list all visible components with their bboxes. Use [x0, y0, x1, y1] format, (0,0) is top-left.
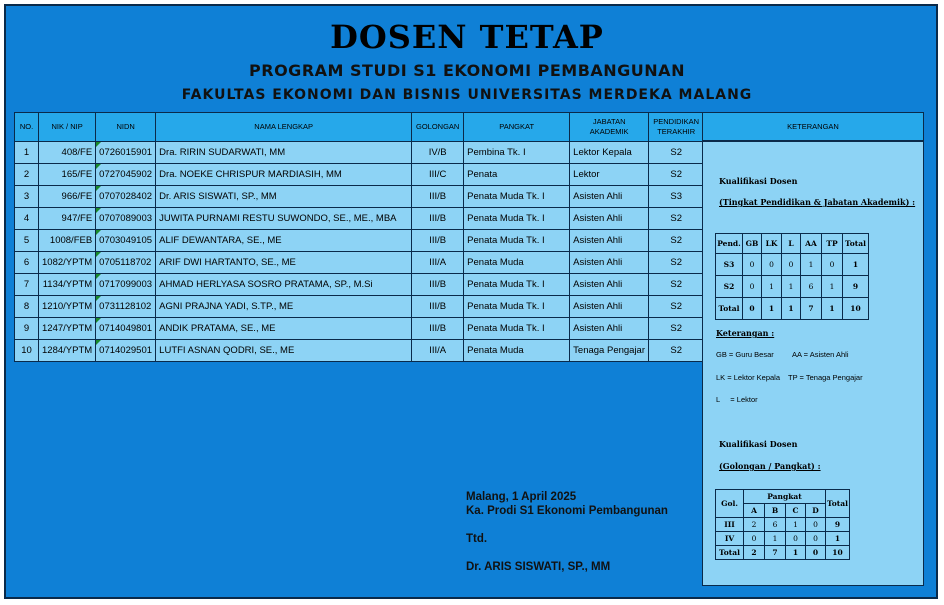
col-header-golongan: GOLONGAN: [412, 113, 464, 142]
program-subtitle: PROGRAM STUDI S1 EKONOMI PEMBANGUNAN: [249, 61, 685, 80]
education-position-table: [715, 233, 869, 320]
table-row: [15, 164, 704, 186]
cell-pangkat: Penata Muda Tk. I: [464, 318, 570, 340]
cell-golongan: III/B: [412, 230, 464, 252]
legend-aa: AA = Asisten Ahli: [792, 350, 849, 359]
cell-pangkat: Penata: [464, 164, 570, 186]
table-header-row: [15, 113, 704, 142]
cell-nama: AHMAD HERLYASA SOSRO PRATAMA, SP., M.Si: [156, 274, 412, 296]
cell-marker: [96, 340, 101, 345]
cell-jabatan: Asisten Ahli: [570, 186, 649, 208]
k2-title: Kualifikasi Dosen: [719, 439, 798, 449]
k1-cell: 1: [822, 298, 843, 320]
cell-jabatan: Asisten Ahli: [570, 274, 649, 296]
legend-tp: TP = Tenaga Pengajar: [788, 373, 863, 382]
cell-golongan: III/C: [412, 164, 464, 186]
k2-h-total: Total: [826, 490, 850, 518]
cell-pangkat: Penata Muda Tk. I: [464, 208, 570, 230]
cell-nidn: 0707089003: [96, 208, 156, 230]
cell-golongan: III/B: [412, 274, 464, 296]
cell-pendidikan: S2: [649, 252, 704, 274]
k2-cell: 1: [826, 532, 850, 546]
k1-h-lk: LK: [762, 234, 782, 254]
cell-pendidikan: S2: [649, 208, 704, 230]
rank-table: [715, 489, 850, 560]
cell-no: 3: [15, 186, 39, 208]
cell-golongan: III/A: [412, 252, 464, 274]
cell-no: 4: [15, 208, 39, 230]
cell-nidn: 0726015901: [96, 142, 156, 164]
k1-h-l: L: [782, 234, 801, 254]
k2-cell: 0: [806, 546, 826, 560]
k2-cell: IV: [716, 532, 744, 546]
table-row: [15, 274, 704, 296]
legend-title: Keterangan :: [716, 328, 775, 338]
k1-row: [716, 276, 869, 298]
k2-row: [716, 518, 850, 532]
k2-cell: 0: [786, 532, 806, 546]
k1-h-aa: AA: [801, 234, 822, 254]
k1-cell: S2: [716, 276, 743, 298]
table-row: [15, 296, 704, 318]
k2-cell: 6: [765, 518, 786, 532]
empty-area: [14, 364, 702, 586]
k1-cell: 0: [743, 276, 762, 298]
k1-cell: 1: [801, 254, 822, 276]
k1-cell: 9: [843, 276, 869, 298]
table-row: [15, 142, 704, 164]
cell-pendidikan: S2: [649, 142, 704, 164]
cell-nidn: 0714029501: [96, 340, 156, 362]
k2-cell: III: [716, 518, 744, 532]
cell-marker: [96, 186, 101, 191]
k2-subtitle: (Golongan / Pangkat) :: [719, 461, 821, 471]
signature-role: Ka. Prodi S1 Ekonomi Pembangunan: [466, 505, 668, 517]
k1-total-row: [716, 298, 869, 320]
k1-cell: Total: [716, 298, 743, 320]
legend-l: L = Lektor: [716, 395, 758, 404]
cell-marker: [96, 230, 101, 235]
col-header-pangkat: PANGKAT: [464, 113, 570, 142]
k1-h-gb: GB: [743, 234, 762, 254]
k1-h-tp: TP: [822, 234, 843, 254]
cell-pendidikan: S2: [649, 230, 704, 252]
k2-row: [716, 532, 850, 546]
cell-nidn: 0731128102: [96, 296, 156, 318]
cell-no: 9: [15, 318, 39, 340]
cell-marker: [96, 274, 101, 279]
cell-nik: 1210/YPTM: [39, 296, 96, 318]
cell-no: 7: [15, 274, 39, 296]
cell-golongan: III/A: [412, 340, 464, 362]
k2-cell: 2: [744, 518, 765, 532]
k1-cell: 0: [762, 254, 782, 276]
k2-h-pangkat: Pangkat: [744, 490, 826, 504]
cell-jabatan: Tenaga Pengajar: [570, 340, 649, 362]
k1-title: Kualifikasi Dosen: [719, 176, 798, 186]
cell-marker: [96, 252, 101, 257]
col-header-nama: NAMA LENGKAP: [156, 113, 412, 142]
k1-header-row: [716, 234, 869, 254]
faculty-subtitle: FAKULTAS EKONOMI DAN BISNIS UNIVERSITAS MERDEKA MALANG: [181, 87, 753, 103]
cell-no: 2: [15, 164, 39, 186]
k2-h-d: D: [806, 504, 826, 518]
cell-nik: 966/FE: [39, 186, 96, 208]
k1-cell: 1: [843, 254, 869, 276]
cell-nama: Dra. NOEKE CHRISPUR MARDIASIH, MM: [156, 164, 412, 186]
k1-cell: S3: [716, 254, 743, 276]
cell-pangkat: Pembina Tk. I: [464, 142, 570, 164]
cell-jabatan: Asisten Ahli: [570, 296, 649, 318]
cell-pangkat: Penata Muda: [464, 340, 570, 362]
cell-no: 5: [15, 230, 39, 252]
cell-nik: 1134/YPTM: [39, 274, 96, 296]
cell-no: 8: [15, 296, 39, 318]
k1-h-pend: Pend.: [716, 234, 743, 254]
cell-nama: ANDIK PRATAMA, SE., ME: [156, 318, 412, 340]
k2-cell: 0: [744, 532, 765, 546]
cell-pangkat: Penata Muda Tk. I: [464, 296, 570, 318]
cell-nik: 165/FE: [39, 164, 96, 186]
cell-golongan: IV/B: [412, 142, 464, 164]
k2-cell: 9: [826, 518, 850, 532]
lecturer-table: [14, 112, 704, 362]
table-row: [15, 340, 704, 362]
cell-nik: 1008/FEB: [39, 230, 96, 252]
col-header-nik: NIK / NIP: [39, 113, 96, 142]
legend-lk: LK = Lektor Kepala: [716, 373, 781, 382]
k2-cell: 0: [806, 518, 826, 532]
cell-jabatan: Lektor: [570, 164, 649, 186]
k2-cell: 10: [826, 546, 850, 560]
cell-golongan: III/B: [412, 296, 464, 318]
cell-jabatan: Lektor Kepala: [570, 142, 649, 164]
k2-cell: 2: [744, 546, 765, 560]
k1-subtitle: (Tingkat Pendidikan & Jabatan Akademik) :: [719, 197, 916, 207]
cell-pendidikan: S2: [649, 274, 704, 296]
keterangan-panel: [702, 141, 924, 586]
k1-cell: 7: [801, 298, 822, 320]
k2-h-b: B: [765, 504, 786, 518]
k1-cell: 6: [801, 276, 822, 298]
cell-no: 1: [15, 142, 39, 164]
k1-cell: 0: [822, 254, 843, 276]
cell-jabatan: Asisten Ahli: [570, 230, 649, 252]
k2-h-a: A: [744, 504, 765, 518]
table-row: [15, 230, 704, 252]
cell-nidn: 0717099003: [96, 274, 156, 296]
table-row: [15, 252, 704, 274]
cell-nidn: 0714049801: [96, 318, 156, 340]
page-title: DOSEN TETAP: [330, 18, 604, 56]
k2-h-c: C: [786, 504, 806, 518]
cell-nama: AGNI PRAJNA YADI, S.TP., ME: [156, 296, 412, 318]
cell-marker: [96, 296, 101, 301]
k2-h-gol: Gol.: [716, 490, 744, 518]
cell-golongan: III/B: [412, 208, 464, 230]
cell-pendidikan: S2: [649, 164, 704, 186]
cell-nama: JUWITA PURNAMI RESTU SUWONDO, SE., ME., MBA: [156, 208, 412, 230]
k1-cell: 0: [743, 254, 762, 276]
k2-cell: 1: [765, 532, 786, 546]
col-header-pendidikan: PENDIDIKAN TERAKHIR: [649, 113, 704, 142]
k2-total-row: [716, 546, 850, 560]
cell-pendidikan: S2: [649, 340, 704, 362]
cell-nidn: 0705118702: [96, 252, 156, 274]
k1-cell: 1: [762, 276, 782, 298]
k2-cell: Total: [716, 546, 744, 560]
cell-marker: [96, 142, 101, 147]
k2-cell: 0: [806, 532, 826, 546]
keterangan-header: KETERANGAN: [702, 112, 924, 141]
cell-pangkat: Penata Muda Tk. I: [464, 230, 570, 252]
cell-nidn: 0703049105: [96, 230, 156, 252]
table-row: [15, 208, 704, 230]
cell-pangkat: Penata Muda Tk. I: [464, 186, 570, 208]
cell-nama: ARIF DWI HARTANTO, SE., ME: [156, 252, 412, 274]
cell-golongan: III/B: [412, 186, 464, 208]
k1-cell: 0: [782, 254, 801, 276]
cell-pendidikan: S2: [649, 296, 704, 318]
signature-ttd: Ttd.: [466, 533, 488, 545]
legend-gb: GB = Guru Besar: [716, 350, 774, 359]
cell-nik: 408/FE: [39, 142, 96, 164]
k2-header-row: [716, 490, 850, 504]
cell-nama: Dr. ARIS SISWATI, SP., MM: [156, 186, 412, 208]
cell-marker: [96, 318, 101, 323]
signature-name: Dr. ARIS SISWATI, SP., MM: [466, 561, 611, 573]
cell-marker: [96, 164, 101, 169]
k1-cell: 1: [822, 276, 843, 298]
cell-nik: 1082/YPTM: [39, 252, 96, 274]
cell-nama: LUTFI ASNAN QODRI, SE., ME: [156, 340, 412, 362]
cell-nidn: 0727045902: [96, 164, 156, 186]
table-row: [15, 318, 704, 340]
k1-h-total: Total: [843, 234, 869, 254]
signature-place-date: Malang, 1 April 2025: [466, 491, 577, 503]
cell-nik: 947/FE: [39, 208, 96, 230]
cell-nama: Dra. RIRIN SUDARWATI, MM: [156, 142, 412, 164]
cell-jabatan: Asisten Ahli: [570, 318, 649, 340]
col-header-jabatan: JABATAN AKADEMIK: [570, 113, 649, 142]
k2-cell: 7: [765, 546, 786, 560]
cell-no: 10: [15, 340, 39, 362]
cell-marker: [96, 208, 101, 213]
cell-pendidikan: S3: [649, 186, 704, 208]
k1-row: [716, 254, 869, 276]
k1-cell: 1: [782, 298, 801, 320]
cell-nik: 1284/YPTM: [39, 340, 96, 362]
k2-cell: 1: [786, 518, 806, 532]
cell-jabatan: Asisten Ahli: [570, 252, 649, 274]
cell-nidn: 0707028402: [96, 186, 156, 208]
k1-cell: 1: [762, 298, 782, 320]
k1-cell: 1: [782, 276, 801, 298]
col-header-no: NO.: [15, 113, 39, 142]
col-header-nidn: NIDN: [96, 113, 156, 142]
table-row: [15, 186, 704, 208]
k2-cell: 1: [786, 546, 806, 560]
k1-cell: 10: [843, 298, 869, 320]
cell-pendidikan: S2: [649, 318, 704, 340]
cell-nama: ALIF DEWANTARA, SE., ME: [156, 230, 412, 252]
cell-pangkat: Penata Muda: [464, 252, 570, 274]
cell-no: 6: [15, 252, 39, 274]
cell-jabatan: Asisten Ahli: [570, 208, 649, 230]
cell-nik: 1247/YPTM: [39, 318, 96, 340]
cell-golongan: III/B: [412, 318, 464, 340]
cell-pangkat: Penata Muda Tk. I: [464, 274, 570, 296]
k1-cell: 0: [743, 298, 762, 320]
